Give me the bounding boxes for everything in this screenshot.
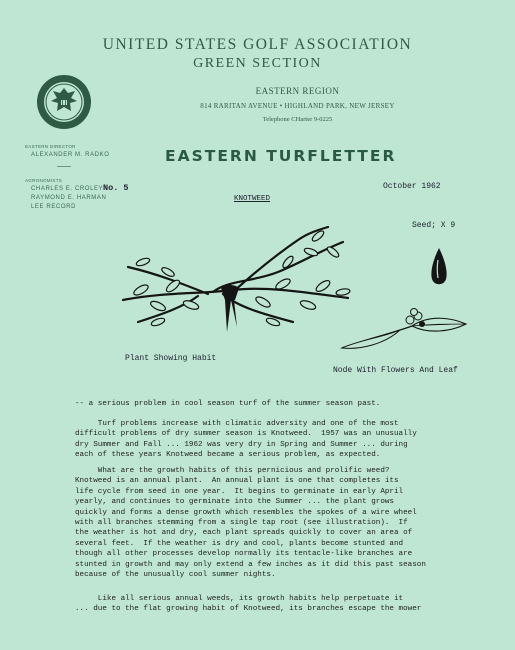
issue-number: No. 5 <box>103 183 129 193</box>
text-line: because of the unusually cool summer nights. <box>75 571 276 579</box>
text-line: though all other processes develop normally its tentacle-like branches are <box>75 550 413 559</box>
text-line: ... due to the flat growing habit of Knotweed, its branches escape the mower <box>75 605 422 614</box>
knotweed-plant-illustration <box>113 222 358 342</box>
agronomists-label: AGRONOMISTS <box>25 178 63 183</box>
newsletter-title: EASTERN TURFLETTER <box>165 147 397 165</box>
director-label: EASTERN DIRECTOR <box>25 144 76 149</box>
telephone: Telephone CHarter 9-0225 <box>262 116 333 123</box>
text-line: Like all serious annual weeds, its growth habits help perpetuate it <box>75 595 404 603</box>
text-line: the weather is hot and dry, each plant spreads quickly to cover an area of <box>75 529 413 538</box>
organization-name: UNITED STATES GOLF ASSOCIATION <box>102 36 413 53</box>
node-caption: Node With Flowers And Leaf <box>333 366 458 375</box>
article-intro: -- a serious problem in cool season turf of the summer season past. <box>75 400 381 408</box>
address: 814 RARITAN AVENUE • HIGHLAND PARK, NEW JERSEY <box>200 102 395 110</box>
text-line: several feet. If the weather is dry and cool, plants become stunted and <box>75 539 404 548</box>
agronomist-name: LEE RECORD <box>31 204 77 210</box>
agronomist-name: RAYMOND E. HARMAN <box>31 195 107 201</box>
issue-date: October 1962 <box>383 182 441 191</box>
text-line: Knotweed is an annual plant. An annual plant is one that completes its <box>75 477 399 486</box>
text-line: quickly and forms a dense growth which resembles the spokes of a wire wheel <box>75 508 417 517</box>
text-line: stunted in growth and may only extend a few inches as it did this past season <box>75 560 426 569</box>
agronomist-name: CHARLES E. CROLEY <box>31 186 104 192</box>
text-line: Turf problems increase with climatic adversity and one of the most <box>75 420 399 428</box>
node-flower-leaf-illustration <box>340 298 470 356</box>
text-line: yearly, and continues to germinate into the Summer ... the plant grows <box>75 498 394 507</box>
text-line: with all branches stemming from a single tap root (see illustration). If <box>75 519 408 527</box>
seed-label: Seed; X 9 <box>412 221 456 230</box>
topic-heading: KNOTWEED <box>234 195 271 203</box>
section-name: GREEN SECTION <box>193 56 322 71</box>
text-line: life cycle from seed in one year. It begins to germinate in early April <box>75 487 404 496</box>
text-line: What are the growth habits of this pernicious and prolific weed? <box>75 467 390 475</box>
text-line: each of these years Knotweed became a serious problem, as expected. <box>75 451 381 460</box>
director-name: ALEXANDER M. RADKO <box>31 152 110 158</box>
seed-icon <box>429 246 449 288</box>
region-name: EASTERN REGION <box>255 86 340 96</box>
text-line: dry Summer and Fall ... 1962 was very dry in Spring and Summer ... during <box>75 440 408 449</box>
text-line: difficult problems of dry summer season is Knotweed. 1957 was an unusually <box>75 430 417 439</box>
divider <box>57 166 71 167</box>
plant-caption: Plant Showing Habit <box>125 354 217 363</box>
usga-seal-icon <box>35 73 93 131</box>
